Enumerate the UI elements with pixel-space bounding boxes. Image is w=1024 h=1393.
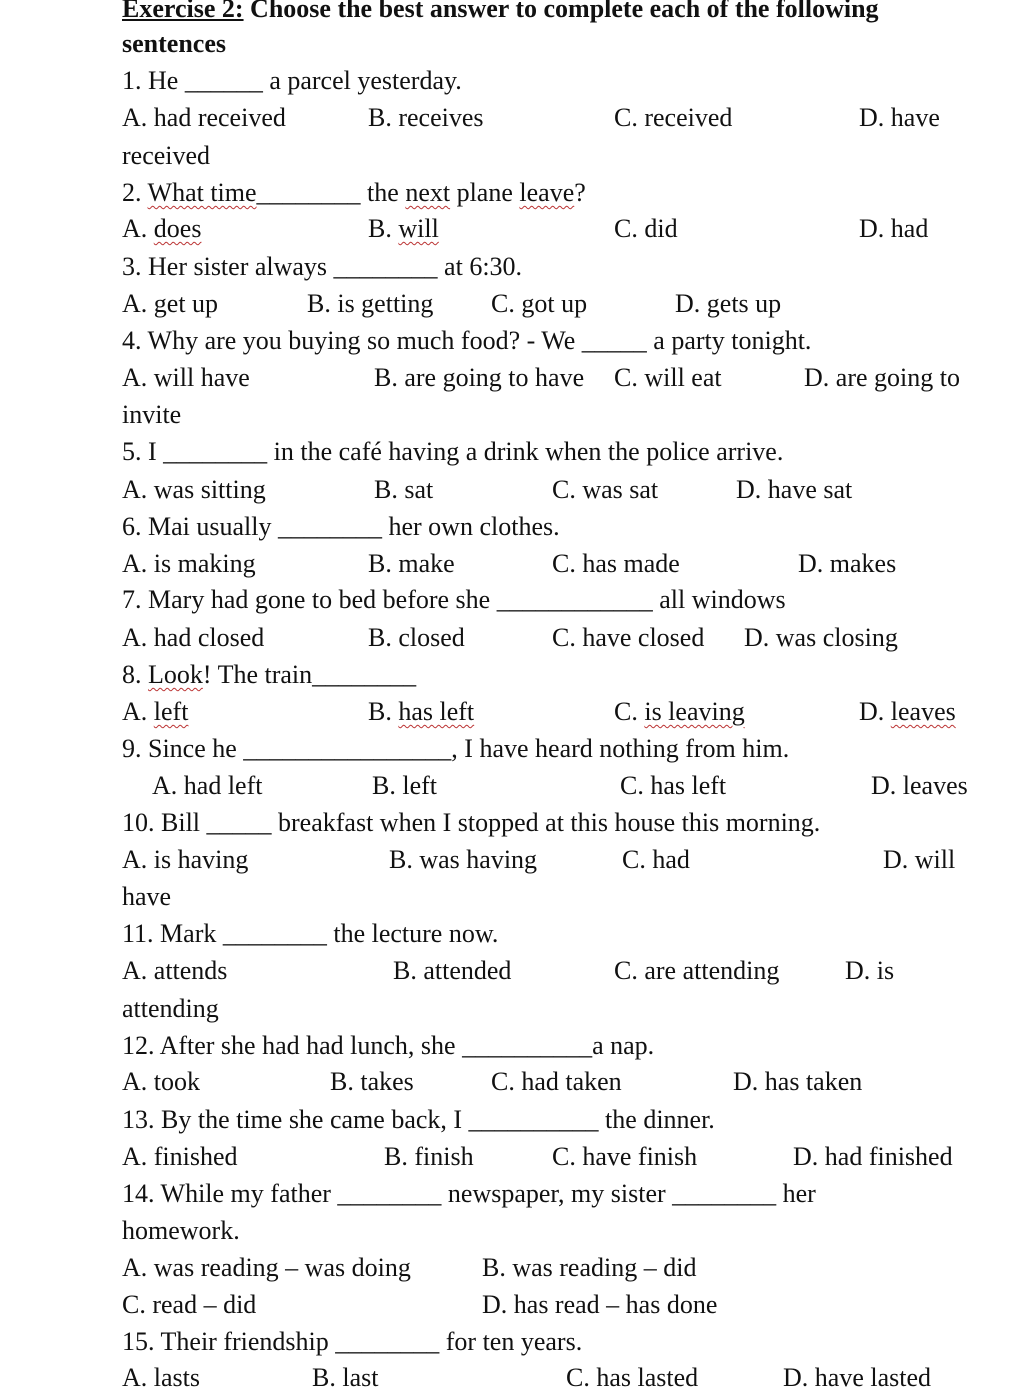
option-1d-continued: received [122, 141, 211, 170]
question-11: 11. Mark ________ the lecture now. [122, 919, 499, 948]
option-5c[interactable]: C. was sat [552, 475, 659, 504]
option-2a[interactable]: A. does [122, 214, 202, 243]
option-13d[interactable]: D. had finished [793, 1142, 953, 1171]
question-1: 1. He ______ a parcel yesterday. [122, 66, 462, 95]
exercise-title-line2: sentences [122, 29, 226, 58]
question-6: 6. Mai usually ________ her own clothes. [122, 512, 560, 541]
question-13: 13. By the time she came back, I __________ the dinner. [122, 1105, 715, 1134]
option-10d[interactable]: D. will [883, 845, 956, 874]
option-11d[interactable]: D. is [845, 956, 895, 985]
option-2c[interactable]: C. did [614, 214, 678, 243]
option-14c[interactable]: C. read – did [122, 1290, 257, 1319]
option-11b[interactable]: B. attended [393, 956, 512, 985]
option-10a[interactable]: A. is having [122, 845, 249, 874]
question-2: 2. What time________ the next plane leave? [122, 178, 586, 207]
option-12c[interactable]: C. had taken [491, 1067, 622, 1096]
option-12a[interactable]: A. took [122, 1067, 200, 1096]
option-4b[interactable]: B. are going to have [374, 363, 585, 392]
option-12b[interactable]: B. takes [330, 1067, 414, 1096]
question-9: 9. Since he ________________, I have heard nothing from him. [122, 734, 790, 763]
option-5b[interactable]: B. sat [374, 475, 434, 504]
question-10: 10. Bill _____ breakfast when I stopped at this house this morning. [122, 808, 821, 837]
option-9c[interactable]: C. has left [620, 771, 727, 800]
exercise-title-text: Choose the best answer to complete each of the following [243, 0, 879, 23]
option-8a[interactable]: A. left [122, 697, 189, 726]
option-15d[interactable]: D. have lasted [783, 1363, 932, 1392]
option-4c[interactable]: C. will eat [614, 363, 722, 392]
option-12d[interactable]: D. has taken [733, 1067, 863, 1096]
question-4: 4. Why are you buying so much food? - We _____ a party tonight. [122, 326, 812, 355]
option-13a[interactable]: A. finished [122, 1142, 238, 1171]
option-15b[interactable]: B. last [312, 1363, 379, 1392]
question-7: 7. Mary had gone to bed before she ____________ all windows [122, 585, 786, 614]
option-3b[interactable]: B. is getting [307, 289, 434, 318]
question-8: 8. Look! The train________ [122, 660, 417, 689]
option-1d[interactable]: D. have [859, 103, 940, 132]
option-8b[interactable]: B. has left [368, 697, 475, 726]
option-15c[interactable]: C. has lasted [566, 1363, 699, 1392]
question-3: 3. Her sister always ________ at 6:30. [122, 252, 523, 281]
option-6d[interactable]: D. makes [798, 549, 897, 578]
option-14d[interactable]: D. has read – has done [482, 1290, 718, 1319]
exercise-title [122, 0, 879, 24]
option-3a[interactable]: A. get up [122, 289, 219, 318]
option-6b[interactable]: B. make [368, 549, 455, 578]
question-5: 5. I ________ in the café having a drink when the police arrive. [122, 437, 784, 466]
option-11a[interactable]: A. attends [122, 956, 228, 985]
option-13b[interactable]: B. finish [384, 1142, 474, 1171]
option-1b[interactable]: B. receives [368, 103, 484, 132]
option-1a[interactable]: A. had received [122, 103, 286, 132]
option-4d-continued: invite [122, 400, 182, 429]
option-7b[interactable]: B. closed [368, 623, 465, 652]
question-14: 14. While my father ________ newspaper, my sister ________ her [122, 1179, 816, 1208]
question-14-continued: homework. [122, 1216, 240, 1245]
option-4a[interactable]: A. will have [122, 363, 250, 392]
option-7c[interactable]: C. have closed [552, 623, 705, 652]
option-7d[interactable]: D. was closing [744, 623, 898, 652]
option-3c[interactable]: C. got up [491, 289, 588, 318]
option-7a[interactable]: A. had closed [122, 623, 265, 652]
option-11c[interactable]: C. are attending [614, 956, 780, 985]
option-9d[interactable]: D. leaves [871, 771, 968, 800]
exercise-label: Exercise 2: [122, 0, 244, 23]
option-1c[interactable]: C. received [614, 103, 733, 132]
option-9a[interactable]: A. had left [152, 771, 263, 800]
option-14b[interactable]: B. was reading – did [482, 1253, 697, 1282]
option-4d[interactable]: D. are going to [804, 363, 960, 392]
option-10d-continued: have [122, 882, 172, 911]
option-10c[interactable]: C. had [622, 845, 690, 874]
option-6a[interactable]: A. is making [122, 549, 256, 578]
option-5a[interactable]: A. was sitting [122, 475, 266, 504]
option-3d[interactable]: D. gets up [675, 289, 782, 318]
option-8d[interactable]: D. leaves [859, 697, 956, 726]
question-15: 15. Their friendship ________ for ten years. [122, 1327, 583, 1356]
option-11d-continued: attending [122, 994, 219, 1023]
option-14a[interactable]: A. was reading – was doing [122, 1253, 411, 1282]
option-2d[interactable]: D. had [859, 214, 929, 243]
option-15a[interactable]: A. lasts [122, 1363, 200, 1392]
option-6c[interactable]: C. has made [552, 549, 680, 578]
option-13c[interactable]: C. have finish [552, 1142, 698, 1171]
question-12: 12. After she had had lunch, she __________a nap. [122, 1031, 655, 1060]
option-8c[interactable]: C. is leaving [614, 697, 745, 726]
option-9b[interactable]: B. left [372, 771, 437, 800]
option-2b[interactable]: B. will [368, 214, 439, 243]
option-10b[interactable]: B. was having [389, 845, 538, 874]
option-5d[interactable]: D. have sat [736, 475, 853, 504]
